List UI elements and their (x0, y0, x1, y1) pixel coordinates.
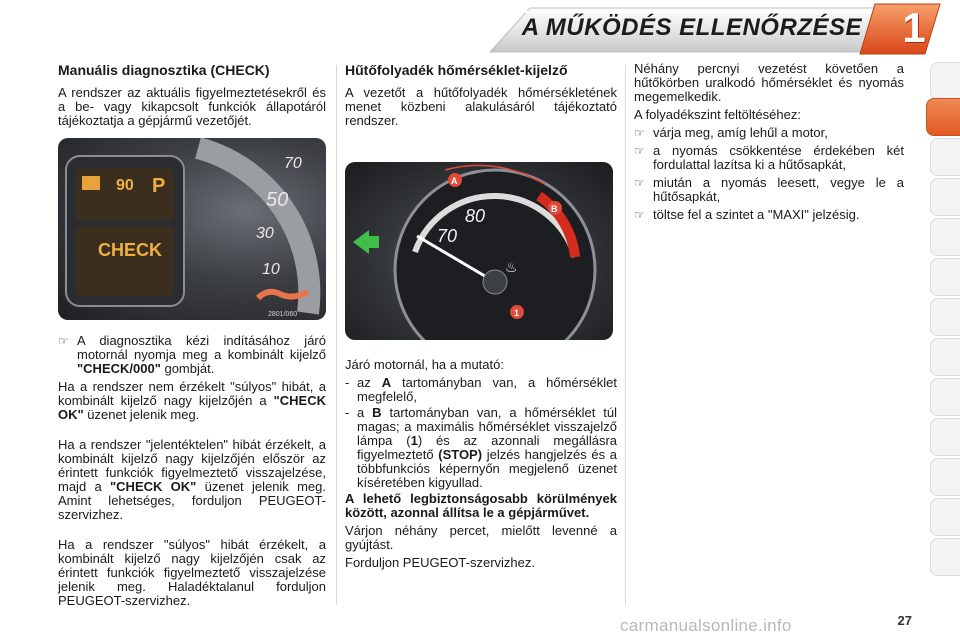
lamp-1-label: 1 (514, 308, 520, 318)
chapter-tab[interactable] (930, 218, 960, 256)
paragraph-text-end: üzenet jelenik meg. (83, 407, 200, 422)
scale-label-10: 10 (262, 261, 280, 278)
chapter-tab[interactable] (930, 298, 960, 336)
gauge-label-70: 70 (437, 226, 458, 246)
zone-a-label: A (451, 176, 458, 186)
photo-code: 2801/060 (268, 311, 298, 318)
refill-step (634, 176, 904, 204)
paragraph-no-fault (58, 380, 326, 422)
paragraph-text: Ha a rendszer nem érzékelt "súlyos" hibát, a kombinált kijelző nagy kijelzőjén a (58, 379, 326, 408)
seatbelt-warning-icon (82, 176, 100, 190)
pointing-hand-icon: ☞ (634, 144, 645, 158)
pointing-hand-icon: ☞ (634, 176, 645, 190)
paragraph-refill-intro: A folyadékszint feltöltéséhez: (634, 107, 801, 122)
stop-label: (STOP) (438, 447, 483, 462)
refill-step (634, 126, 904, 140)
button-name: "CHECK/000" (77, 361, 161, 376)
chapter-tab-active[interactable] (926, 98, 960, 136)
paragraph-text-end: üzenet jelenik meg. Amint lehetséges, forduljon PEUGEOT-szervizhez. (58, 479, 326, 522)
scale-label-50: 50 (266, 189, 289, 211)
chapter-tab[interactable] (930, 338, 960, 376)
chapter-tab[interactable] (930, 498, 960, 536)
step-text: töltse fel a szintet a "MAXI" jelzésig. (653, 207, 860, 222)
chapter-tab[interactable] (930, 378, 960, 416)
zone-name: B (372, 405, 382, 420)
paragraph-needle: Járó motornál, ha a mutató: (345, 357, 504, 372)
step-text: a nyomás csökkentése érdekében két fordulattal lazítsa ki a hűtősapkát, (653, 143, 904, 172)
column-coolant (345, 62, 617, 574)
display-gear: P (152, 175, 166, 197)
paragraph-major-fault: Ha a rendszer "súlyos" hibát érzékelt, a kombinált kijelző nagy kijelzőjén csak az érintett funkciók figyelmeztető visszajelzése jelenik meg. Haladéktalanul forduljon PEUGEOT-szervizhez. (58, 537, 326, 608)
paragraph-minor-fault (58, 438, 326, 522)
chapter-tab[interactable] (930, 258, 960, 296)
pointing-hand-icon: ☞ (634, 208, 645, 222)
dash-text-end: tartományban van, a hőmérséklet megfelelő, (357, 375, 617, 404)
display-check-message: CHECK (98, 240, 163, 260)
column-divider (336, 65, 337, 605)
cluster-illustration (58, 138, 326, 320)
header-banner (470, 0, 960, 56)
page-number: 27 (897, 613, 912, 628)
pointing-hand-icon: ☞ (634, 126, 645, 140)
page-title: A MŰKÖDÉS ELLENŐRZÉSE (521, 14, 862, 41)
chapter-tab[interactable] (930, 178, 960, 216)
coolant-temperature-icon: ♨ (505, 260, 518, 276)
lamp-number: 1 (410, 433, 418, 448)
chapter-tabs (926, 62, 960, 577)
column-divider (625, 65, 626, 605)
step-text: miután a nyomás leesett, vegye le a hűtősapkát, (653, 175, 904, 204)
chapter-tab[interactable] (930, 538, 960, 576)
dash-item-zone-b (345, 406, 617, 490)
watermark: carmanualsonline.info (620, 616, 792, 635)
dash-item-zone-a (345, 376, 617, 404)
message-name: "CHECK OK" (110, 479, 197, 494)
paragraph-text: Ha a rendszer "jelentéktelen" hibát érzékelt, a kombinált kijelző nagy kijelzőjén először az érintett funkciók figyelmeztető visszajelzése, majd a (58, 437, 326, 494)
chapter-tab[interactable] (930, 418, 960, 456)
button-press-arrow-icon (258, 292, 308, 298)
dash-text-mid2: ) és az azonnali megállásra figyelmeztető (357, 433, 618, 462)
zone-name: A (381, 375, 392, 390)
dash-text-mid: tartományban van, a hőmérséklet túl magas; a maximális hőmérséklet visszajelző lámpa ( (357, 405, 617, 448)
bullet-text: A diagnosztika kézi indításához járó motornál nyomja meg a kombinált kijelző (77, 333, 326, 362)
chapter-tab[interactable] (930, 138, 960, 176)
scale-label-30: 30 (256, 225, 274, 242)
intro-text: A rendszer az aktuális figyelmeztetésekről és a be- vagy kikapcsolt funkciók állapotáról tájékoztatja a gépjármű vezetőjét. (58, 85, 326, 128)
scale-label-70: 70 (284, 155, 302, 172)
dash-marker: - (345, 405, 350, 420)
instruction-bullet (58, 334, 326, 376)
refill-step (634, 144, 904, 172)
dash-text: az (357, 375, 382, 390)
bullet-text-end: gombját. (160, 361, 215, 376)
dash-marker: - (345, 375, 350, 390)
intro-text: A vezetőt a hűtőfolyadék hőmérsékletének menet közbeni alakulásáról tájékoztató rendszer. (345, 85, 617, 128)
chapter-tab[interactable] (930, 458, 960, 496)
dash-text-end: jelzés hangjelzés és a többfunkciós képernyőn megjelenő üzenet kíséretében kigyullad. (357, 447, 617, 490)
chapter-number: 1 (902, 4, 926, 51)
section-heading-coolant: Hűtőfolyadék hőmérséklet-kijelző (345, 62, 568, 78)
gauge-illustration (345, 162, 613, 340)
safety-warning: A lehető legbiztonságosabb körülmények között, azonnal állítsa le a gépjárművet. (345, 491, 617, 520)
paragraph-pressure: Néhány percnyi vezetést követően a hűtőkörben uralkodó hőmérséklet és nyomás megemelkedik. (634, 61, 904, 104)
chapter-tab[interactable] (930, 62, 960, 100)
section-heading-check: Manuális diagnosztika (CHECK) (58, 62, 270, 78)
message-name: "CHECK OK" (58, 393, 326, 422)
gauge-label-80: 80 (465, 206, 486, 226)
step-text: várja meg, amíg lehűl a motor, (653, 125, 828, 140)
display-speed: 90 (116, 177, 134, 194)
column-diagnostics (58, 62, 326, 612)
dash-text: a (357, 405, 373, 420)
column-refill (634, 62, 904, 226)
coolant-gauge-photo (345, 162, 613, 340)
paragraph-service: Forduljon PEUGEOT-szervizhez. (345, 555, 536, 570)
green-arrow-icon (353, 230, 379, 254)
zone-b-label: B (551, 204, 558, 214)
instrument-cluster-photo (58, 138, 326, 320)
refill-step (634, 208, 904, 222)
paragraph-wait: Várjon néhány percet, mielőtt levenné a gyújtást. (345, 523, 617, 552)
pointing-hand-icon: ☞ (58, 334, 69, 348)
